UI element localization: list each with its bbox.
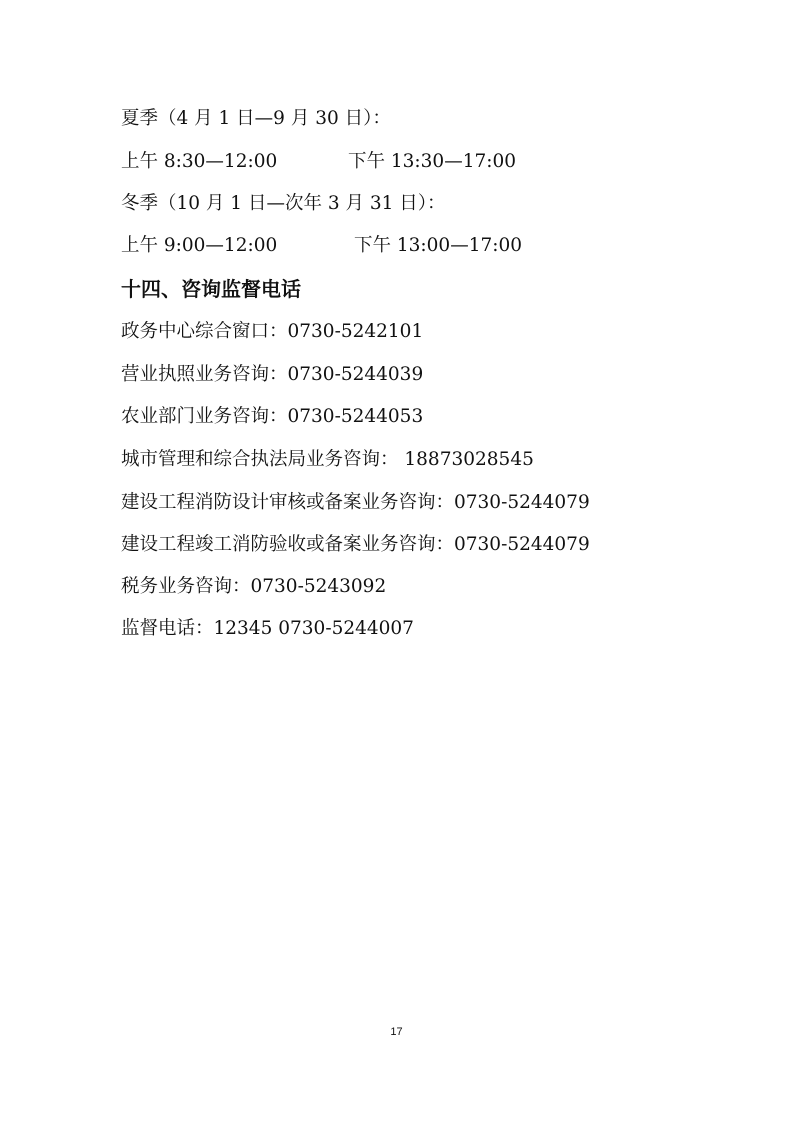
contact-line: 监督电话：12345 0730-5244007 — [121, 618, 414, 639]
contact-line: 政务中心综合窗口：0730-5242101 — [121, 321, 424, 342]
summer-morning-hours: 上午 8:30—12:00 — [121, 151, 278, 172]
page-number: 17 — [390, 1026, 403, 1038]
contact-line: 税务业务咨询：0730-5243092 — [121, 576, 387, 597]
contact-line: 营业执照业务咨询：0730-5244039 — [121, 364, 424, 385]
winter-hours-title: 冬季（10 月 1 日—次年 3 月 31 日）： — [121, 193, 446, 214]
summer-hours-title: 夏季（4 月 1 日—9 月 30 日）： — [121, 108, 391, 129]
winter-afternoon-hours: 下午 13:00—17:00 — [354, 235, 523, 256]
contact-line: 农业部门业务咨询：0730-5244053 — [121, 406, 424, 427]
winter-hours-times — [121, 234, 523, 258]
summer-hours-times — [121, 150, 517, 174]
contact-line: 城市管理和综合执法局业务咨询： 18873028545 — [121, 449, 534, 470]
summer-afternoon-hours: 下午 13:30—17:00 — [348, 151, 517, 172]
contact-line: 建设工程竣工消防验收或备案业务咨询：0730-5244079 — [121, 534, 590, 555]
contact-line: 建设工程消防设计审核或备案业务咨询：0730-5244079 — [121, 492, 590, 513]
winter-morning-hours: 上午 9:00—12:00 — [121, 235, 278, 256]
section-heading: 十四、咨询监督电话 — [121, 277, 301, 301]
